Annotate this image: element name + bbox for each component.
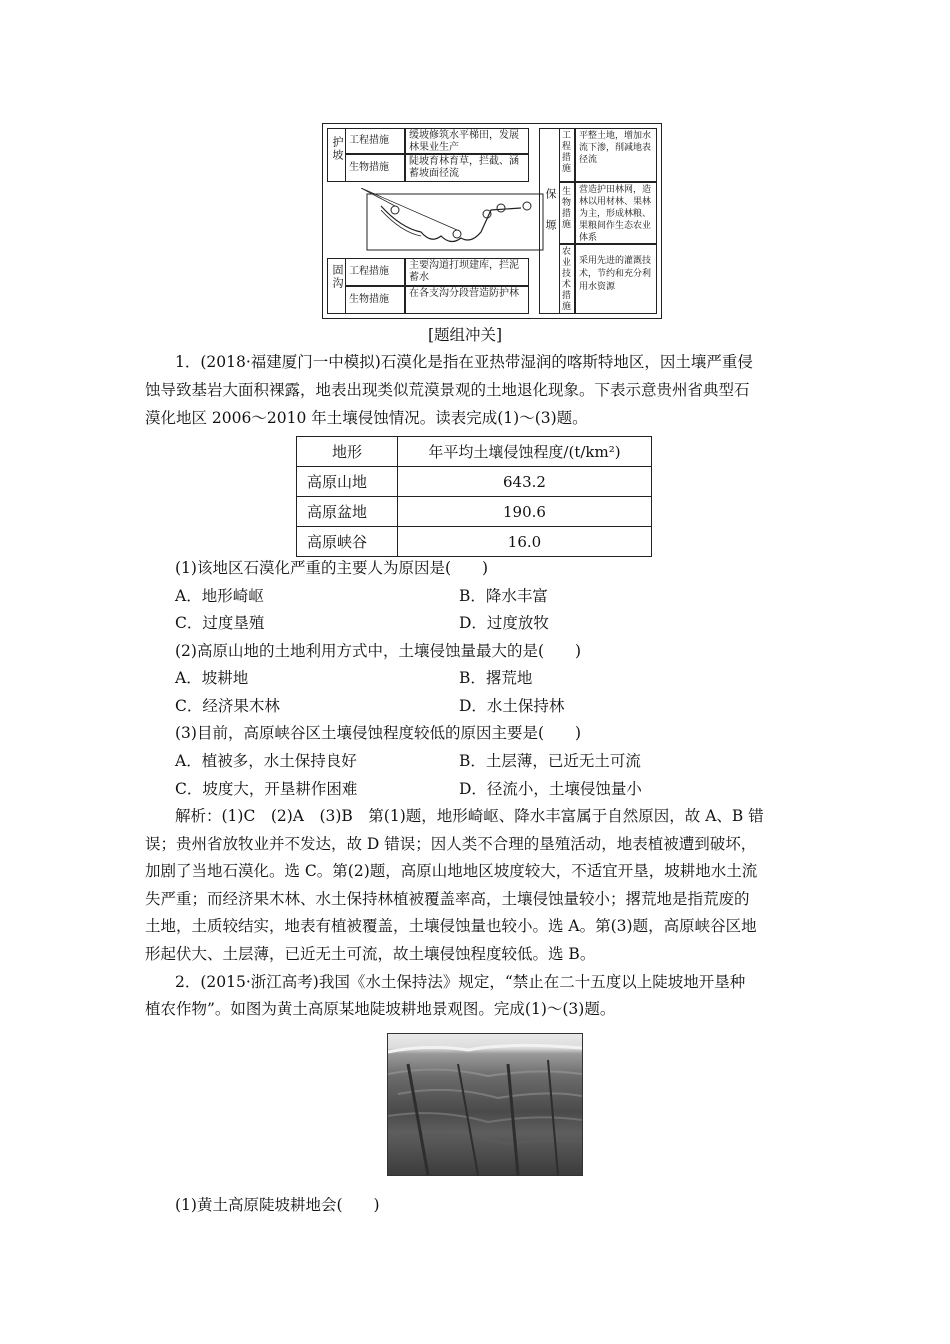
analysis-line: 误；贵州省放牧业并不发达，故 D 错误；因人类不合理的垦殖活动，地表植被遭到破坏， xyxy=(145,835,757,853)
analysis-line: 形起伏大、土层薄，已近无土可流，故土壤侵蚀程度较低。选 B。 xyxy=(145,945,596,963)
erosion-table xyxy=(296,436,652,557)
diagram-desc: 在各支沟分段营造防护林 xyxy=(405,286,529,314)
option: C．坡度大，开垦耕作困难 xyxy=(175,780,358,798)
table-cell: 高原盆地 xyxy=(297,497,398,527)
option: A．地形崎岖 xyxy=(175,587,264,605)
table-row xyxy=(297,467,652,497)
table-cell: 高原峡谷 xyxy=(297,527,398,557)
option: D．水土保持林 xyxy=(459,697,565,715)
diagram-measure: 生物措施 xyxy=(345,286,405,314)
diagram-label-hupo: 护坡 xyxy=(331,136,344,162)
option: B．撂荒地 xyxy=(459,669,533,687)
table-cell: 190.6 xyxy=(398,497,652,527)
table-header: 地形 xyxy=(297,437,398,467)
q1-sub2: (2)高原山地的土地利用方式中，土壤侵蚀量最大的是( ) xyxy=(175,642,582,660)
table-cell: 643.2 xyxy=(398,467,652,497)
q2-intro-line: 植农作物”。如图为黄土高原某地陡坡耕地景观图。完成(1)～(3)题。 xyxy=(145,1000,616,1018)
q1-sub3: (3)目前，高原峡谷区土壤侵蚀程度较低的原因主要是( ) xyxy=(175,724,582,742)
q1-sub1: (1)该地区石漠化严重的主要人为原因是( ) xyxy=(175,559,489,577)
diagram-measure: 工程措施 xyxy=(559,128,575,182)
diagram-desc: 平整土地，增加水流下渗，削减地表径流 xyxy=(575,128,657,182)
analysis-line: 失严重；而经济果木林、水土保持林植被覆盖率高，土壤侵蚀量较小；撂荒地是指荒废的 xyxy=(145,890,750,908)
diagram-label-baoyuan: 保塬 xyxy=(544,188,557,250)
q1-intro-line: 蚀导致基岩大面积裸露，地表出现类似荒漠景观的土地退化现象。下表示意贵州省典型石 xyxy=(145,381,750,399)
q1-intro-line: 1．(2018·福建厦门一中模拟)石漠化是指在亚热带湿润的喀斯特地区，因土壤严重侵 xyxy=(175,353,753,371)
diagram-measure: 工程措施 xyxy=(345,128,405,154)
diagram-desc: 采用先进的灌溉技术，节约和充分利用水资源 xyxy=(575,244,657,314)
diagram-measure: 工程措施 xyxy=(345,258,405,286)
analysis-line: 土地，土质较结实，地表有植被覆盖，土壤侵蚀量也较小。选 A。第(3)题，高原峡谷区地 xyxy=(145,917,757,935)
diagram-frame xyxy=(327,128,345,182)
option: A．坡耕地 xyxy=(175,669,249,687)
option: C．过度垦殖 xyxy=(175,614,265,632)
table-cell: 16.0 xyxy=(398,527,652,557)
photo-texture xyxy=(388,1034,582,1175)
diagram-measure: 农业技术措施 xyxy=(559,244,575,314)
q2-sub1: (1)黄土高原陡坡耕地会( ) xyxy=(175,1196,380,1214)
table-header: 年平均土壤侵蚀程度/(t/km²) xyxy=(398,437,652,467)
analysis-line: 解析：(1)C (2)A (3)B 第(1)题，地形崎岖、降水丰富属于自然原因，故 A、B 错 xyxy=(175,807,764,825)
table-cell: 高原山地 xyxy=(297,467,398,497)
terrain-sketch xyxy=(361,188,549,252)
table-row xyxy=(297,497,652,527)
diagram-measure: 生物措施 xyxy=(559,182,575,244)
table-header-row xyxy=(297,437,652,467)
option: A．植被多，水土保持良好 xyxy=(175,752,357,770)
table-row xyxy=(297,527,652,557)
q1-intro-line: 漠化地区 2006～2010 年土壤侵蚀情况。读表完成(1)～(3)题。 xyxy=(145,409,588,427)
loess-slope-photo xyxy=(387,1033,583,1176)
option: B．土层薄，已近无土可流 xyxy=(459,752,641,770)
option: D．径流小，土壤侵蚀量小 xyxy=(459,780,642,798)
soil-conservation-diagram xyxy=(322,123,662,319)
diagram-desc: 营造护田林网，造林以用材林、果林为主，形成林粮、果粮间作生态农业体系 xyxy=(575,182,657,244)
option: B．降水丰富 xyxy=(459,587,548,605)
diagram-desc: 缓坡修筑水平梯田，发展林果业生产 xyxy=(405,128,529,154)
option: C．经济果木林 xyxy=(175,697,280,715)
option: D．过度放牧 xyxy=(459,614,549,632)
diagram-measure: 生物措施 xyxy=(345,154,405,182)
q2-intro-line: 2．(2015·浙江高考)我国《水土保持法》规定，“禁止在二十五度以上陡坡地开垦种 xyxy=(175,973,746,991)
diagram-desc: 主要沟道打坝建库，拦泥蓄水 xyxy=(405,258,529,286)
diagram-desc: 陡坡育林育草，拦截、涵蓄坡面径流 xyxy=(405,154,529,182)
section-title: [题组冲关] xyxy=(428,326,503,344)
analysis-line: 加剧了当地石漠化。选 C。第(2)题，高原山地地区坡度较大，不适宜开垦，坡耕地水土流 xyxy=(145,862,758,880)
diagram-frame xyxy=(327,258,345,314)
diagram-label-gugou: 固沟 xyxy=(331,264,344,290)
